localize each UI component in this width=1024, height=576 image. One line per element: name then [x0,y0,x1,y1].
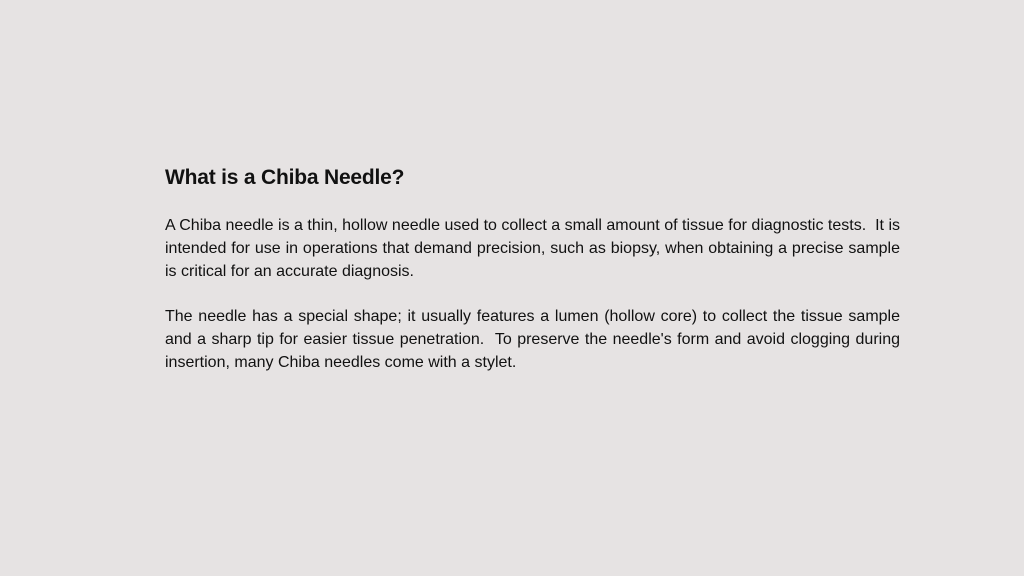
slide-content [165,164,905,396]
paragraph-definition: A Chiba needle is a thin, hollow needle used to collect a small amount of tissue for diagnostic tests. It is intended for use in operations that demand precision, such as biopsy, when obtaining a precise sample is critical for an accurate diagnosis. [165,217,905,280]
paragraph-design: The needle has a special shape; it usually features a lumen (hollow core) to collect the tissue sample and a sharp tip for easier tissue penetration. To preserve the needle's form and avoid clogging during insertion, many Chiba needles come with a stylet. [165,308,905,371]
slide-title: What is a Chiba Needle? [165,166,405,189]
